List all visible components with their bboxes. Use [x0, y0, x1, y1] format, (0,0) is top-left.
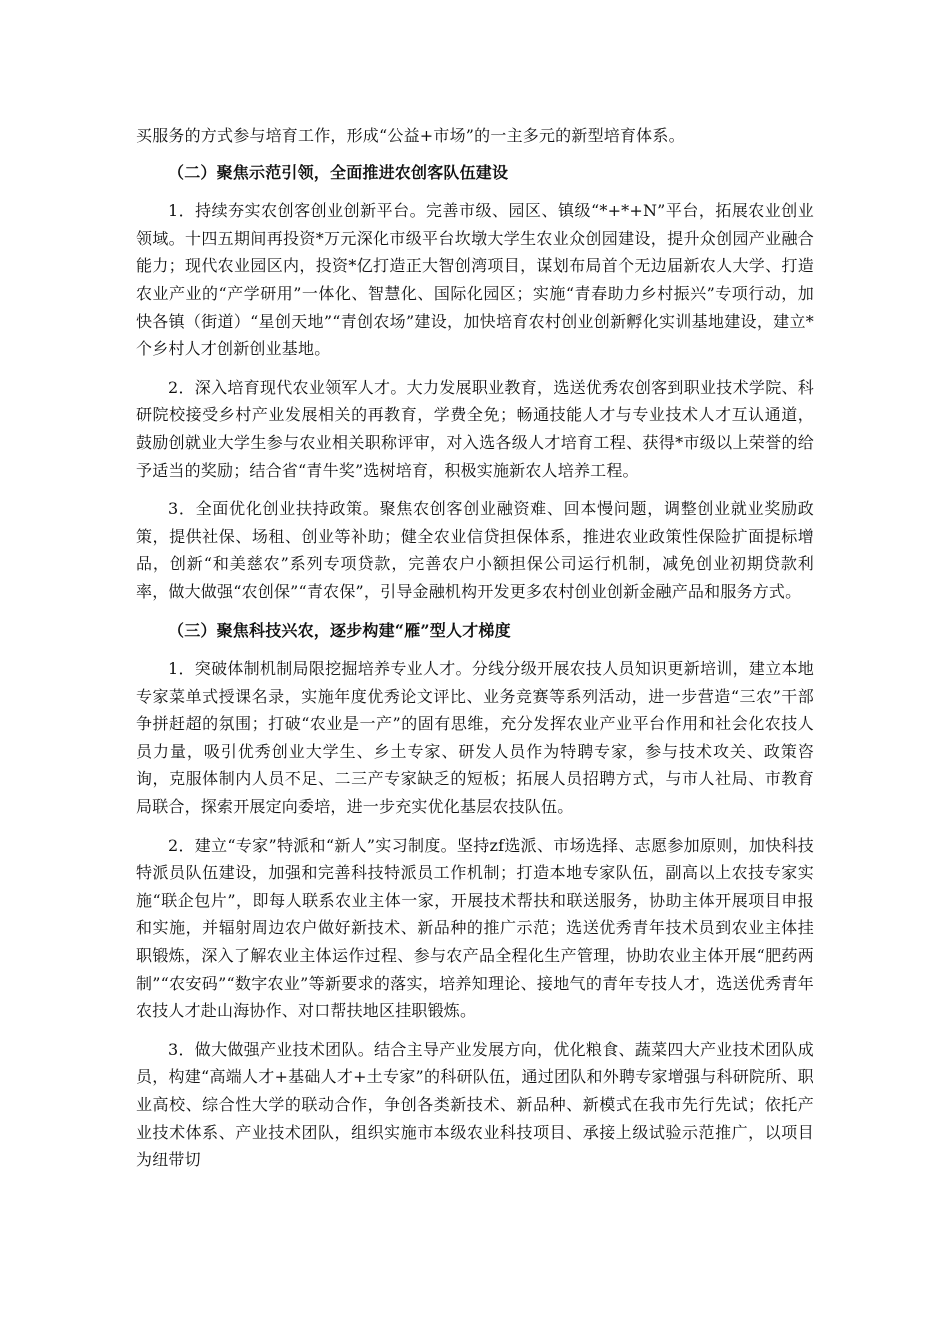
section-heading-2: （二）聚焦示范引领，全面推进农创客队伍建设	[168, 162, 509, 182]
document-body	[136, 122, 814, 1185]
paragraph-3-1: 1．突破体制机制局限挖掘培养专业人才。分线分级开展农技人员知识更新培训，建立本地专家菜单式授课名录，实施年度优秀论文评比、业务竞赛等系列活动，进一步营造“三农”干部争拼赶超的氛围；打破“农业是一产”的固有思维，充分发挥农业产业平台作用和社会化农技人员力量，吸引优秀创业大学生、乡土专家、研发人员作为特聘专家，参与技术攻关、政策咨询，克服体制内人员不足、二三产专家缺乏的短板；拓展人员招聘方式，与市人社局、市教育局联合，探索开展定向委培，进一步充实优化基层农技队伍。	[136, 659, 814, 817]
paragraph-2-2: 2．深入培育现代农业领军人才。大力发展职业教育，选送优秀农创客到职业技术学院、科研院校接受乡村产业发展相关的再教育，学费全免；畅通技能人才与专业技术人才互认通道，鼓励创就业大学生参与农业相关职称评审，对入选各级人才培育工程、获得*市级以上荣誉的给予适当的奖励；结合省“青牛奖”选树培育，积极实施新农人培养工程。	[136, 377, 814, 480]
paragraph-3-2: 2．建立“专家”特派和“新人”实习制度。坚持zf选派、市场选择、志愿参加原则，加快科技特派员队伍建设，加强和完善科技特派员工作机制；打造本地专家队伍，副高以上农技专家实施“联企包片”，即每人联系农业主体一家，开展技术帮扶和联送服务，协助主体开展项目申报和实施，并辐射周边农户做好新技术、新品种的推广示范；选送优秀青年技术员到农业主体挂职锻炼，深入了解农业主体运作过程、参与农产品全程化生产管理，协助农业主体开展“肥药两制”“农安码”“数字农业”等新要求的落实，培养知理论、接地气的青年专技人才，选送优秀青年农技人才赴山海协作、对口帮扶地区挂职锻炼。	[136, 835, 814, 1021]
paragraph-3-3: 3．做大做强产业技术团队。结合主导产业发展方向，优化粮食、蔬菜四大产业技术团队成员，构建“高端人才+基础人才+土专家”的科研队伍，通过团队和外聘专家增强与科研院所、职业高校、综合性大学的联动合作，争创各类新技术、新品种、新模式在我市先行先试；依托产业技术体系、产业技术团队，组织实施市本级农业科技项目、承接上级试验示范推广，以项目为纽带切	[136, 1039, 814, 1170]
section-heading-3: （三）聚焦科技兴农，逐步构建“雁”型人才梯度	[168, 620, 511, 640]
paragraph-2-1: 1．持续夯实农创客创业创新平台。完善市级、园区、镇级“*+*+N”平台，拓展农业创业领域。十四五期间再投资*万元深化市级平台坎墩大学生农业众创园建设，提升众创园产业融合能力；现代农业园区内，投资*亿打造正大智创湾项目，谋划布局首个无边届新农人大学、打造农业产业的“产学研用”一体化、智慧化、国际化园区；实施“青春助力乡村振兴”专项行动，加快各镇（街道）“星创天地”“青创农场”建设，加快培育农村创业创新孵化实训基地建设，建立*个乡村人才创新创业基地。	[136, 201, 814, 359]
paragraph-continuation: 买服务的方式参与培育工作，形成“公益+市场”的一主多元的新型培育体系。	[136, 126, 685, 145]
paragraph-2-3: 3．全面优化创业扶持政策。聚焦农创客创业融资难、回本慢问题，调整创业就业奖励政策，提供社保、场租、创业等补助；健全农业信贷担保体系，推进农业政策性保险扩面提标增品，创新“和美慈农”系列专项贷款，完善农户小额担保公司运行机制，减免创业初期贷款利率，做大做强“农创保”“青农保”，引导金融机构开发更多农村创业创新金融产品和服务方式。	[136, 499, 814, 601]
